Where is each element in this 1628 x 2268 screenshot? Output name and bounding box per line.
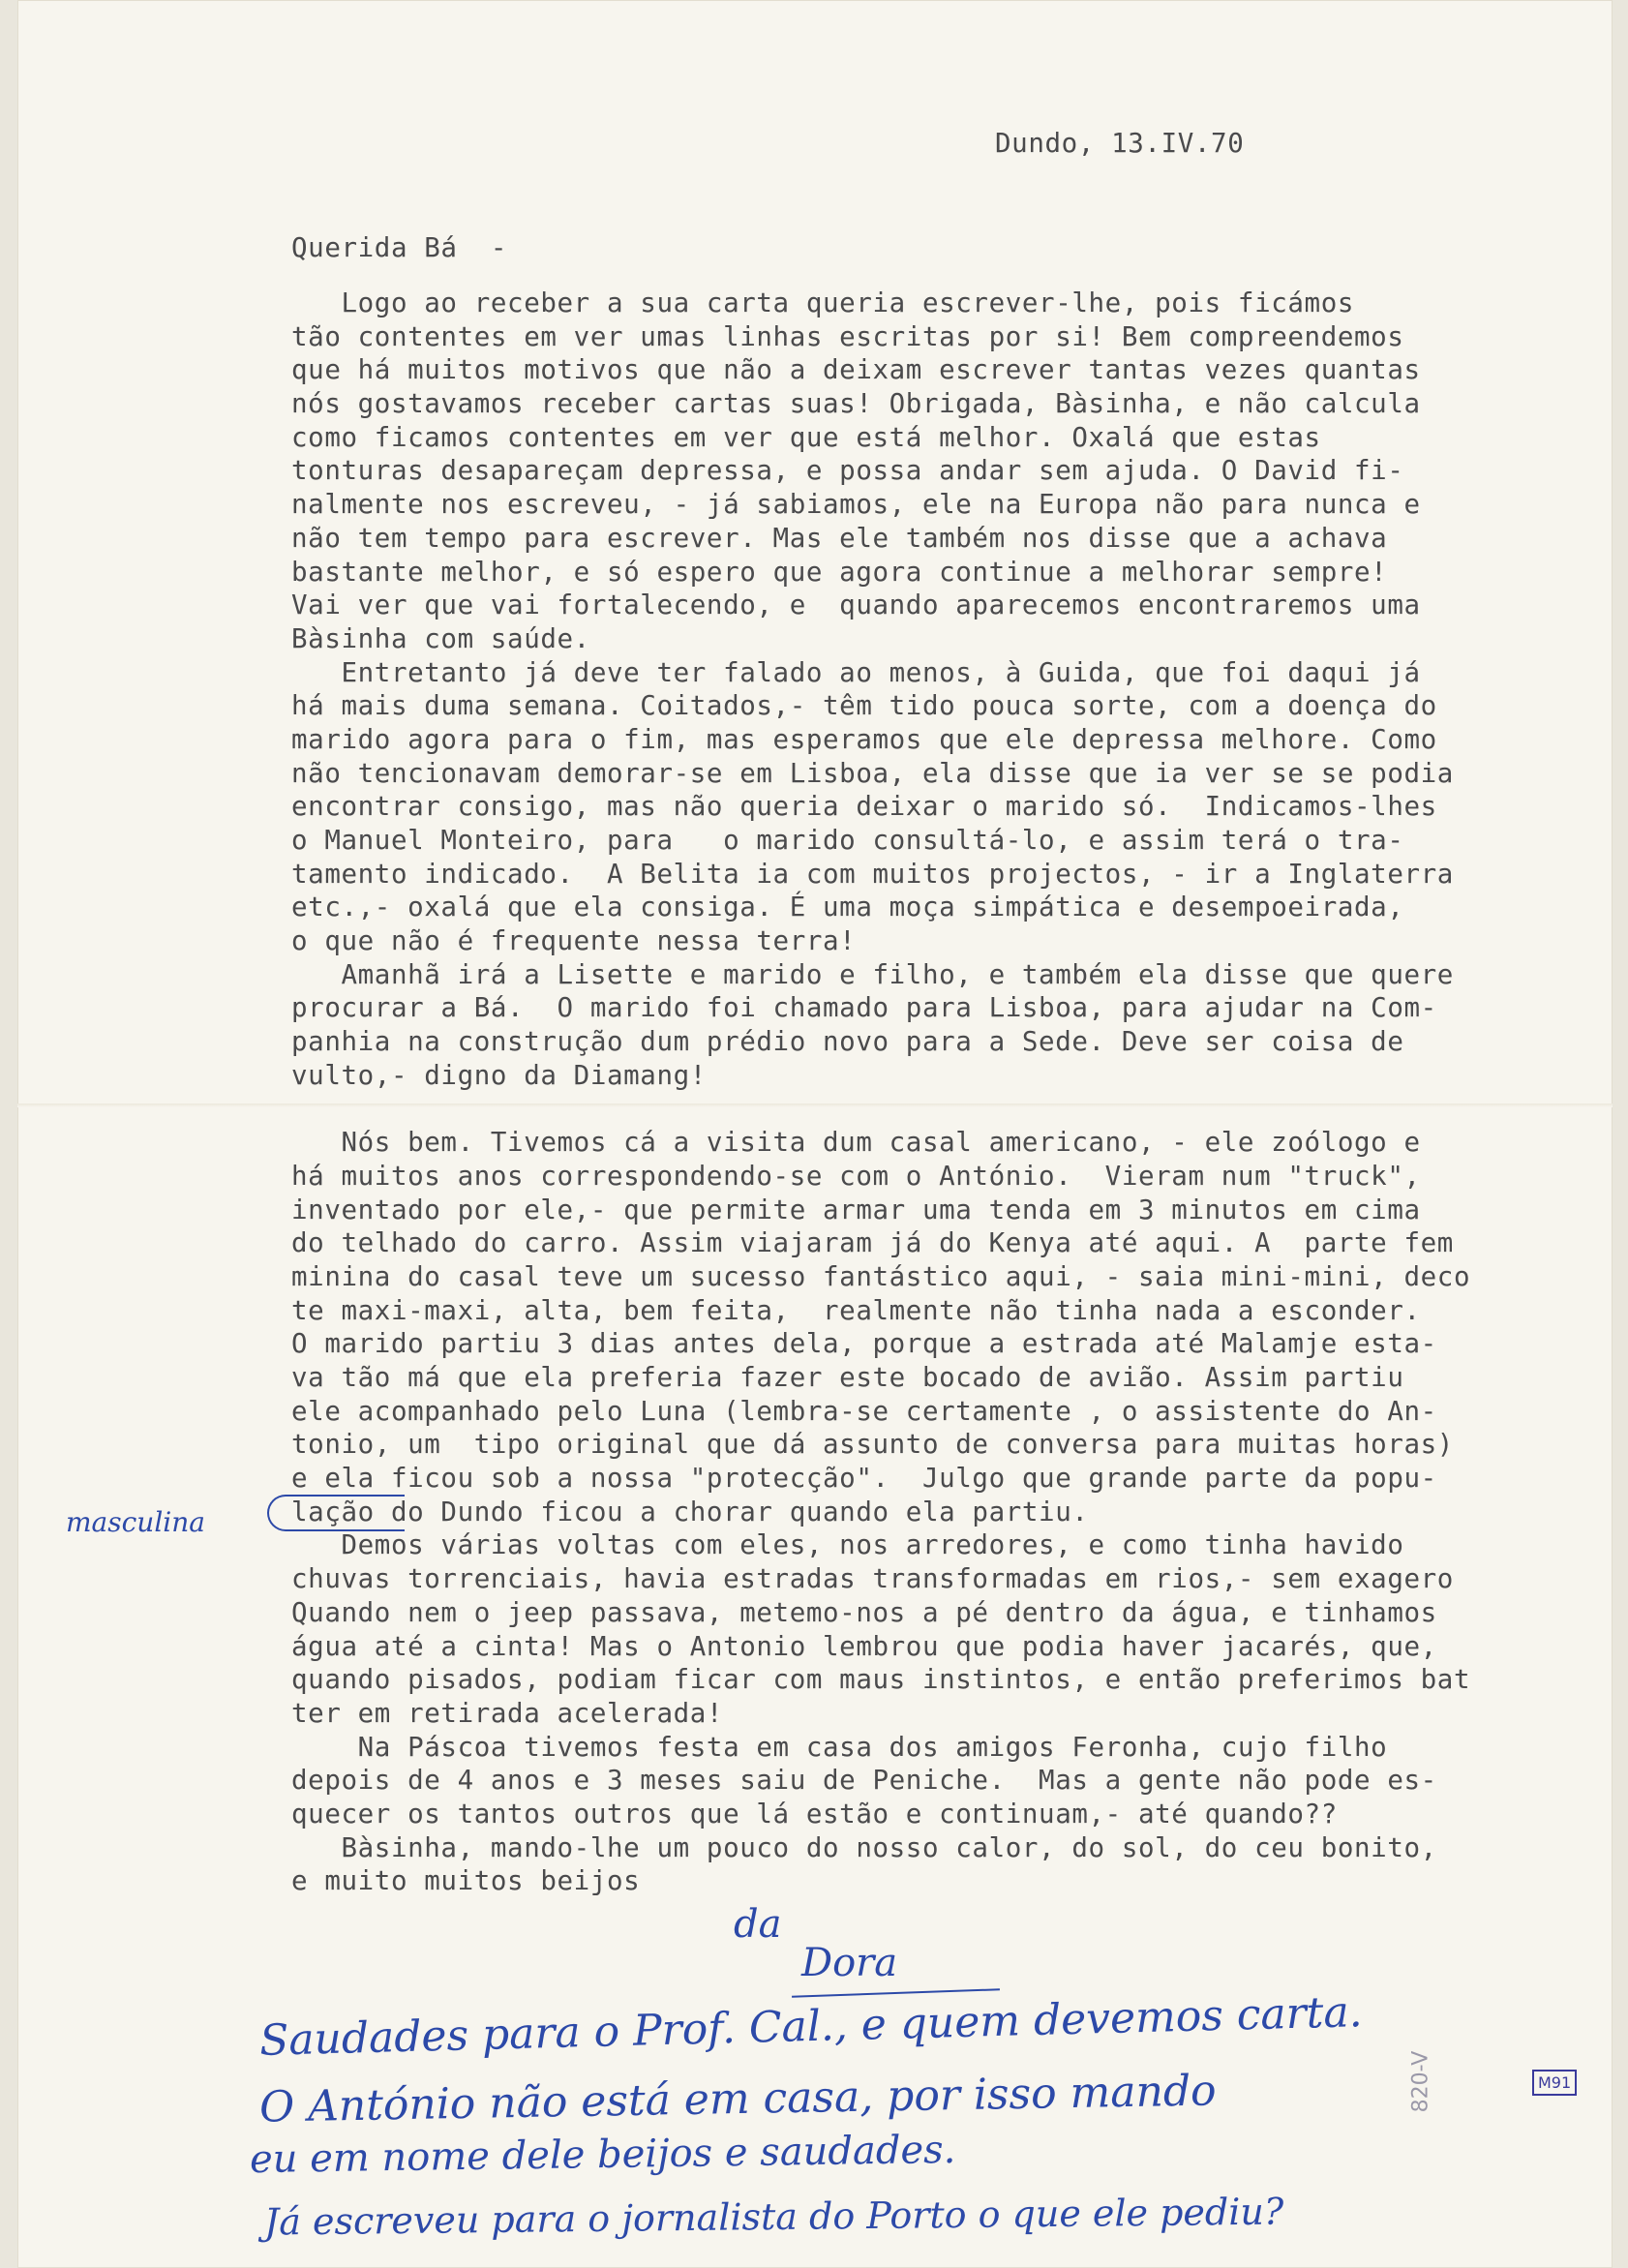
closing: da [734,1902,782,1947]
body-line: Bàsinha, mando-lhe um pouco do nosso calor, do sol, do ceu bonito, [291,1831,1437,1863]
body-line: o que não é frequente nessa terra! [291,925,857,957]
body-line: bastante melhor, e só espero que agora continue a melhorar sempre! [291,556,1388,588]
signature-underline [792,1988,1000,1998]
salutation: Querida Bá - [291,232,508,263]
body-line: procurar a Bá. O marido foi chamado para Lisboa, para ajudar na Com- [291,992,1437,1024]
postscript-line: O António não está em casa, por isso mando [258,2066,1217,2132]
body-line: minina do casal teve um sucesso fantástico aqui, - saia mini-mini, deco [291,1260,1471,1292]
body-line: tamento indicado. A Belita ia com muitos projectos, - ir a Inglaterra [291,858,1454,890]
body-line: há muitos anos correspondendo-se com o António. Vieram num "truck", [291,1160,1421,1192]
body-line: tão contentes em ver umas linhas escritas por si! Bem compreendemos [291,320,1404,352]
body-line: te maxi-maxi, alta, bem feita, realmente não tinha nada a esconder. [291,1294,1421,1326]
archive-stamp: M91 [1532,2070,1577,2096]
letter-body [291,287,1470,1898]
body-line: o Manuel Monteiro, para o marido consultá-lo, e assim terá o tra- [291,825,1404,856]
body-line: depois de 4 anos e 3 meses saiu de Peniche. Mas a gente não pode es- [291,1765,1437,1797]
body-line: não tencionavam demorar-se em Lisboa, ela disse que ia ver se se podia [291,757,1454,789]
body-line: quecer os tantos outros que lá estão e continuam,- até quando?? [291,1798,1338,1830]
body-line: e muito muitos beijos [291,1865,641,1897]
body-line: Demos várias voltas com eles, nos arredores, e como tinha havido [291,1529,1404,1561]
body-line: ele acompanhado pelo Luna (lembra-se certamente , o assistente do An- [291,1395,1437,1427]
body-line: que há muitos motivos que não a deixam escrever tantas vezes quantas [291,354,1421,386]
body-line [291,1093,1470,1127]
body-line: inventado por ele,- que permite armar uma tenda em 3 minutos em cima [291,1194,1421,1225]
body-line: como ficamos contentes em ver que está melhor. Oxalá que estas [291,421,1321,453]
letter-date: Dundo, 13.IV.70 [995,128,1245,159]
postscript-line: eu em nome dele beijos e saudades. [249,2127,956,2183]
body-line: Logo ao receber a sua carta queria escrever-lhe, pois ficámos [291,287,1355,318]
body-line: tonio, um tipo original que dá assunto de conversa para muitas horas) [291,1429,1454,1461]
body-line: nós gostavamos receber cartas suas! Obrigada, Bàsinha, e não calcula [291,388,1421,420]
body-line: O marido partiu 3 dias antes dela, porque a estrada até Malamje esta- [291,1328,1437,1360]
body-line: Na Páscoa tivemos festa em casa dos amigos Feronha, cujo filho [291,1731,1388,1763]
body-line: Quando nem o jeep passava, metemo-nos a pé dentro da água, e tinhamos [291,1596,1437,1628]
body-line: Amanhã irá a Lisette e marido e filho, e também ela disse que quere [291,958,1454,990]
margin-bracket [267,1495,405,1531]
body-line: va tão má que ela preferia fazer este bocado de avião. Assim partiu [291,1362,1404,1393]
body-line: e ela ficou sob a nossa "protecção". Julgo que grande parte da popu- [291,1463,1437,1495]
body-line: chuvas torrenciais, havia estradas transformadas em rios,- sem exagero [291,1563,1454,1595]
signature: Dora [801,1941,898,1985]
letter-page [17,0,1613,2268]
body-line: tonturas desapareçam depressa, e possa andar sem ajuda. O David fi- [291,455,1404,487]
body-line: Bàsinha com saúde. [291,622,590,654]
body-line: panhia na construção dum prédio novo para a Sede. Deve ser coisa de [291,1026,1404,1058]
body-line: água até a cinta! Mas o Antonio lembrou que podia haver jacarés, que, [291,1630,1437,1662]
body-line: lação do Dundo ficou a chorar quando ela partiu. [291,1496,1089,1527]
handwritten-margin-note: masculina [66,1506,205,1538]
postscript-line: Saudades para o Prof. Cal., e quem devemos carta. [258,1987,1364,2066]
body-line: etc.,- oxalá que ela consiga. É uma moça simpática e desempoeirada, [291,892,1404,923]
body-line: encontrar consigo, mas não queria deixar o marido só. Indicamos-lhes [291,791,1437,823]
body-line: nalmente nos escreveu, - já sabiamos, ele na Europa não para nunca e [291,489,1421,521]
postscript-line: Já escreveu para o jornalista do Porto o que ele pediu? [263,2190,1284,2244]
body-line: há mais duma semana. Coitados,- têm tido pouca sorte, com a doença do [291,690,1437,722]
archive-number: 820-V [1408,2050,1433,2113]
body-line: Nós bem. Tivemos cá a visita dum casal americano, - ele zoólogo e [291,1127,1421,1159]
body-line: Vai ver que vai fortalecendo, e quando aparecemos encontraremos uma [291,590,1421,621]
body-line: Entretanto já deve ter falado ao menos, à Guida, que foi daqui já [291,656,1421,688]
body-line: ter em retirada acelerada! [291,1697,724,1729]
body-line: quando pisados, podiam ficar com maus instintos, e então preferimos bat [291,1664,1471,1696]
body-line: do telhado do carro. Assim viajaram já do Kenya até aqui. A parte fem [291,1227,1454,1259]
body-line: marido agora para o fim, mas esperamos que ele depressa melhore. Como [291,723,1437,755]
body-line: vulto,- digno da Diamang! [291,1059,707,1091]
body-line: não tem tempo para escrever. Mas ele também nos disse que a achava [291,522,1388,554]
